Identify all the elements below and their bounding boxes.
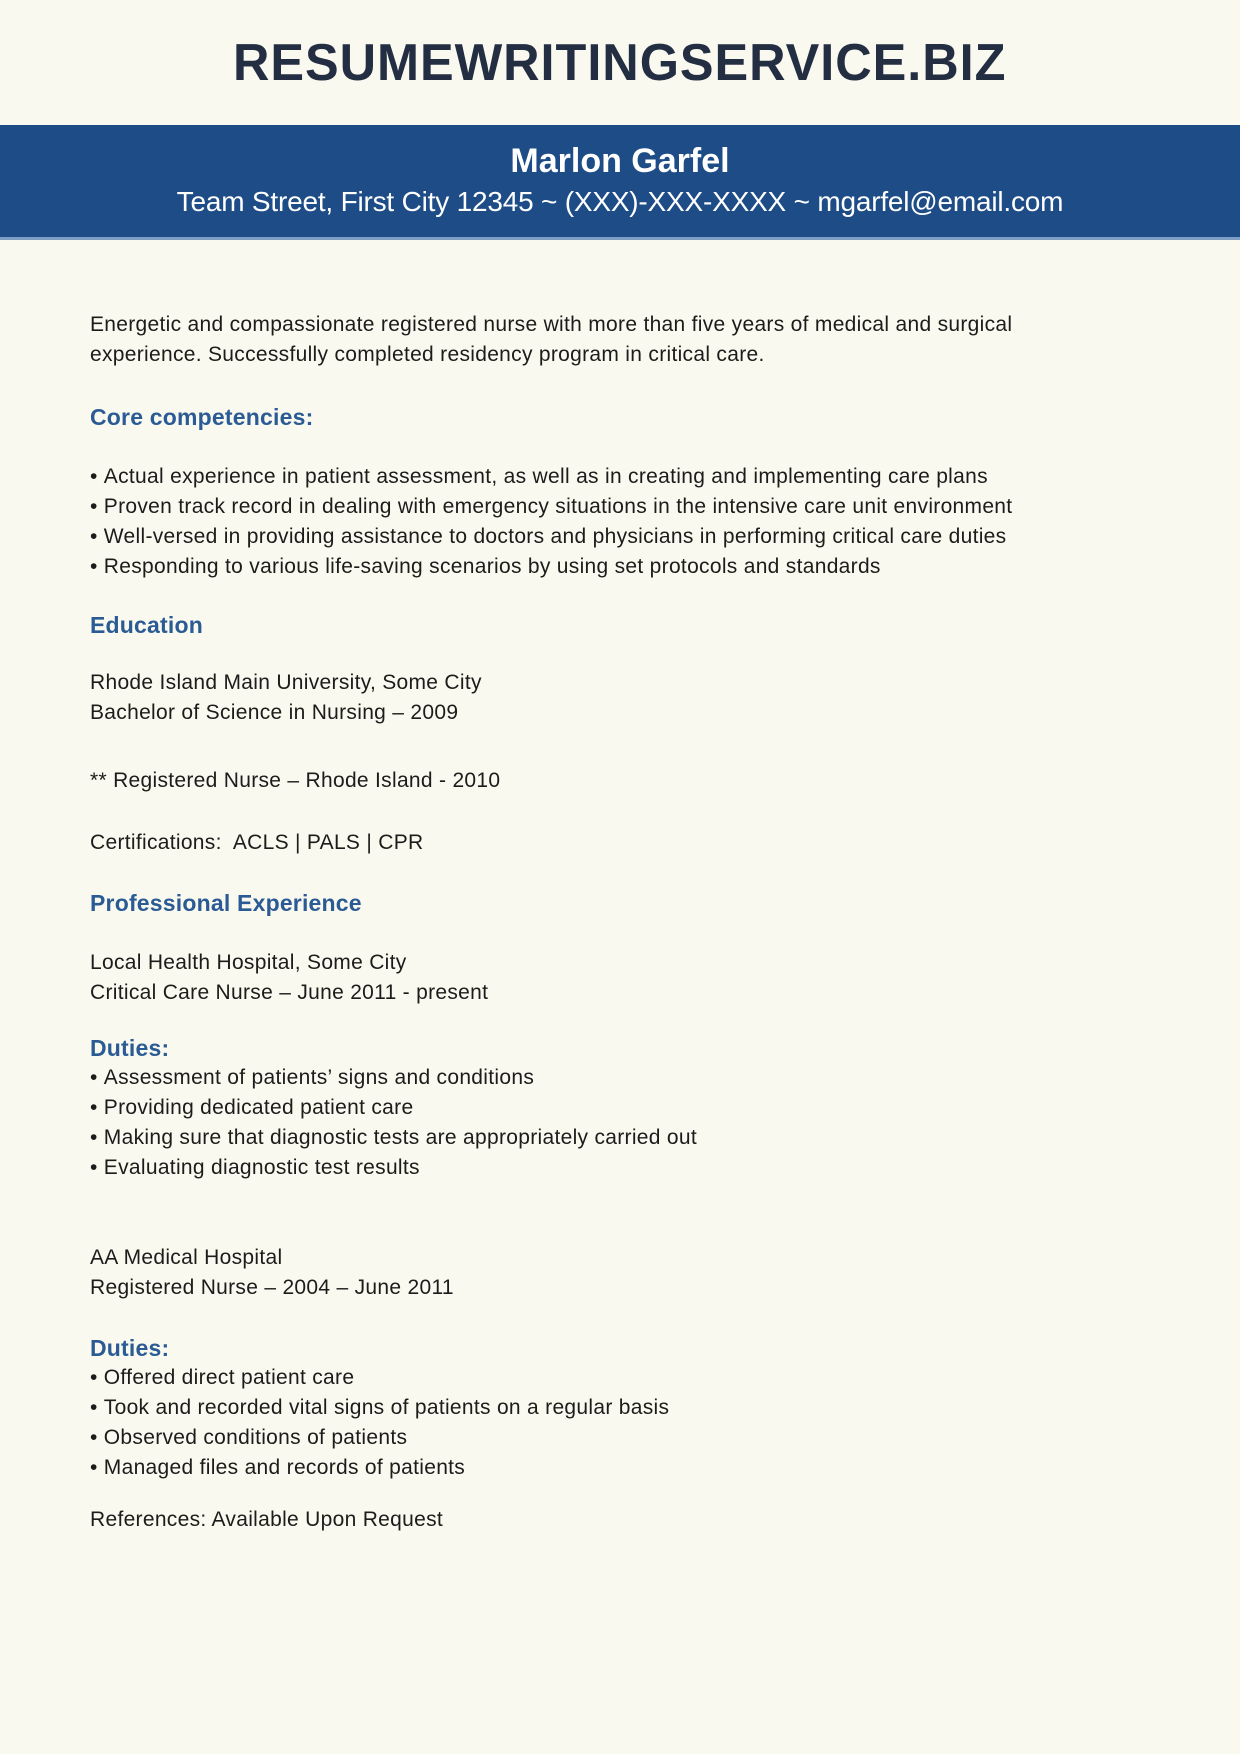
site-header (0, 0, 1240, 125)
list-item: • Making sure that diagnostic tests are appropriately carried out (90, 1123, 1185, 1153)
job-role: Registered Nurse – 2004 – June 2011 (90, 1276, 454, 1299)
list-item: • Offered direct patient care (90, 1363, 1185, 1393)
list-item: • Managed files and records of patients (90, 1453, 1185, 1483)
core-competencies-list (90, 462, 1185, 582)
education-degree: Bachelor of Science in Nursing – 2009 (90, 701, 459, 724)
candidate-name: Marlon Garfel (510, 142, 730, 180)
site-logo: RESUMEWRITINGSERVICE.BIZ (233, 33, 1007, 92)
education-school-block (90, 668, 1185, 728)
job-role: Critical Care Nurse – June 2011 - present (90, 981, 489, 1004)
list-item: • Assessment of patients’ signs and conditions (90, 1063, 1185, 1093)
job-employer: Local Health Hospital, Some City (90, 951, 407, 974)
job-header-block (90, 1243, 1185, 1303)
list-item: • Well-versed in providing assistance to doctors and physicians in performing critical care duties (90, 522, 1185, 552)
certifications-line: Certifications: ACLS | PALS | CPR (90, 831, 424, 854)
resume-body (0, 240, 1240, 1535)
list-item: • Responding to various life-saving scenarios by using set protocols and standards (90, 552, 1185, 582)
job-employer: AA Medical Hospital (90, 1246, 283, 1269)
list-item: • Took and recorded vital signs of patients on a regular basis (90, 1393, 1185, 1423)
references-line: References: Available Upon Request (90, 1508, 444, 1531)
duties-title: Duties: (90, 1035, 170, 1061)
list-item: • Evaluating diagnostic test results (90, 1153, 1185, 1183)
section-title-core-competencies: Core competencies: (90, 404, 314, 430)
list-item: • Providing dedicated patient care (90, 1093, 1185, 1123)
license-line: ** Registered Nurse – Rhode Island - 2010 (90, 769, 501, 792)
name-band (0, 125, 1240, 240)
contact-line: Team Street, First City 12345 ~ (XXX)-XXX-XXXX ~ mgarfel@email.com (176, 186, 1064, 217)
summary-line: experience. Successfully completed residency program in critical care. (90, 343, 765, 366)
job-duties-list (90, 1363, 1185, 1483)
job-duties-list (90, 1063, 1185, 1183)
section-title-professional-experience: Professional Experience (90, 890, 362, 916)
summary-paragraph (90, 310, 1185, 370)
list-item: • Proven track record in dealing with emergency situations in the intensive care unit environment (90, 492, 1185, 522)
summary-line: Energetic and compassionate registered nurse with more than five years of medical and surgical (90, 313, 1013, 336)
list-item: • Observed conditions of patients (90, 1423, 1185, 1453)
education-school: Rhode Island Main University, Some City (90, 671, 482, 694)
section-title-education: Education (90, 612, 203, 638)
job-header-block (90, 948, 1185, 1008)
duties-title: Duties: (90, 1335, 170, 1361)
list-item: • Actual experience in patient assessment, as well as in creating and implementing care plans (90, 462, 1185, 492)
